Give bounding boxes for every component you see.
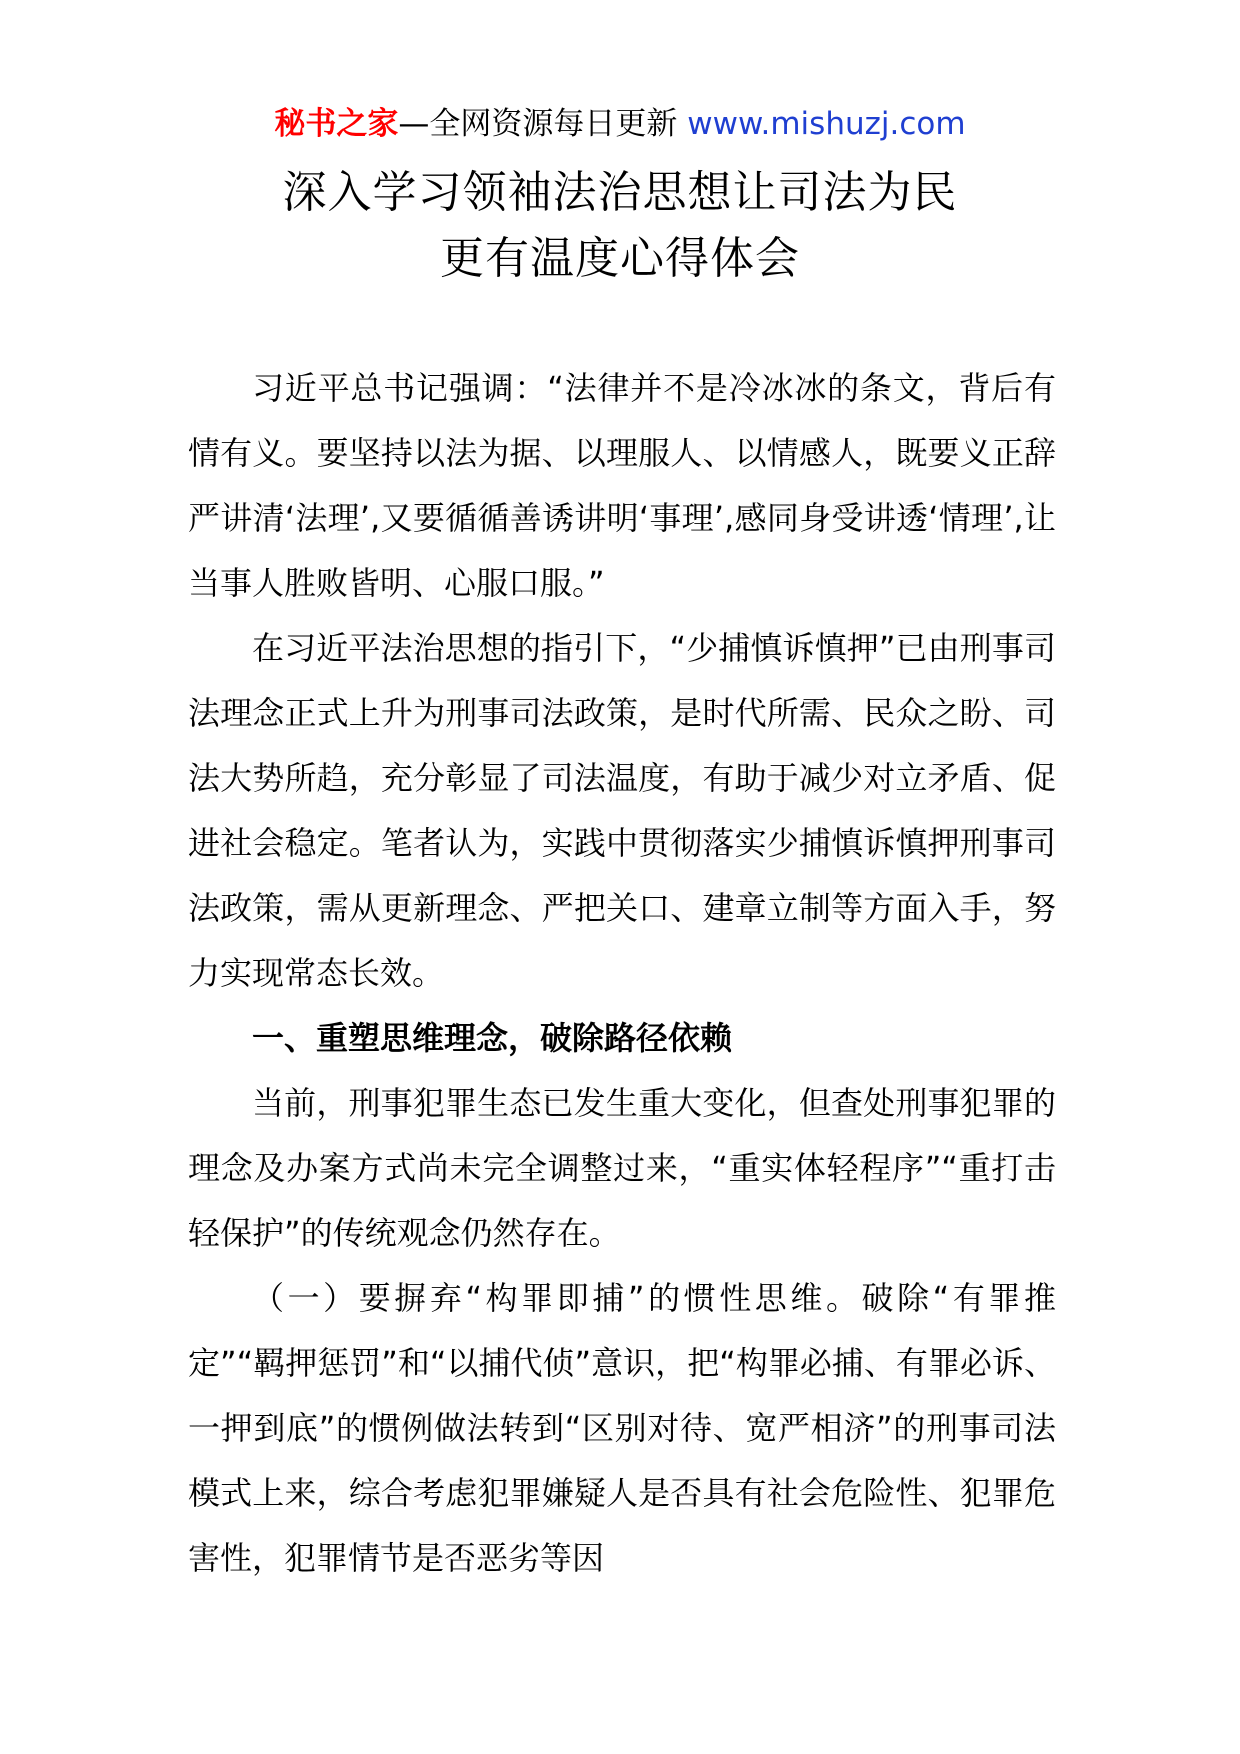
site-brand: 秘书之家 bbox=[274, 106, 399, 142]
paragraph-subpoint-1: （一）要摒弃“构罪即捕”的惯性思维。破除“有罪推定”“羁押惩罚”和“以捕代侦”意识，把“构罪必捕、有罪必诉、一押到底”的惯例做法转到“区别对待、宽严相济”的刑事司法模式上来，综合考虑犯罪嫌疑人是否具有社会危险性、犯罪危害性，犯罪情节是否恶劣等因 bbox=[188, 1279, 1056, 1577]
document-title bbox=[0, 160, 1240, 292]
paragraph-policy: 在习近平法治思想的指引下，“少捕慎诉慎押”已由刑事司法理念正式上升为刑事司法政策，是时代所需、民众之盼、司法大势所趋，充分彰显了司法温度，有助于减少对立矛盾、促进社会稳定。笔者认为，实践中贯彻落实少捕慎诉慎押刑事司法政策，需从更新理念、严把关口、建章立制等方面入手，努力实现常态长效。 bbox=[188, 629, 1056, 992]
title-line-1: 深入学习领袖法治思想让司法为民 bbox=[282, 167, 958, 218]
paragraph-quote: 习近平总书记强调：“法律并不是冷冰冰的条文，背后有情有义。要坚持以法为据、以理服人、以情感人，既要义正辞严讲清‘法理’,又要循循善诱讲明‘事理’,感同身受讲透‘情理’,让当事人胜败皆明、心服口服。” bbox=[188, 369, 1056, 602]
site-url-link[interactable]: www.mishuzj.com bbox=[687, 106, 966, 142]
document-body bbox=[188, 356, 1056, 1591]
site-header bbox=[0, 100, 1240, 148]
title-line-2: 更有温度心得体会 bbox=[440, 233, 800, 284]
section-heading-1: 一、重塑思维理念，破除路径依赖 bbox=[252, 1019, 733, 1057]
site-tagline: —全网资源每日更新 bbox=[398, 106, 678, 142]
paragraph-current-situation: 当前，刑事犯罪生态已发生重大变化，但查处刑事犯罪的理念及办案方式尚未完全调整过来，“重实体轻程序”“重打击轻保护”的传统观念仍然存在。 bbox=[188, 1084, 1056, 1252]
